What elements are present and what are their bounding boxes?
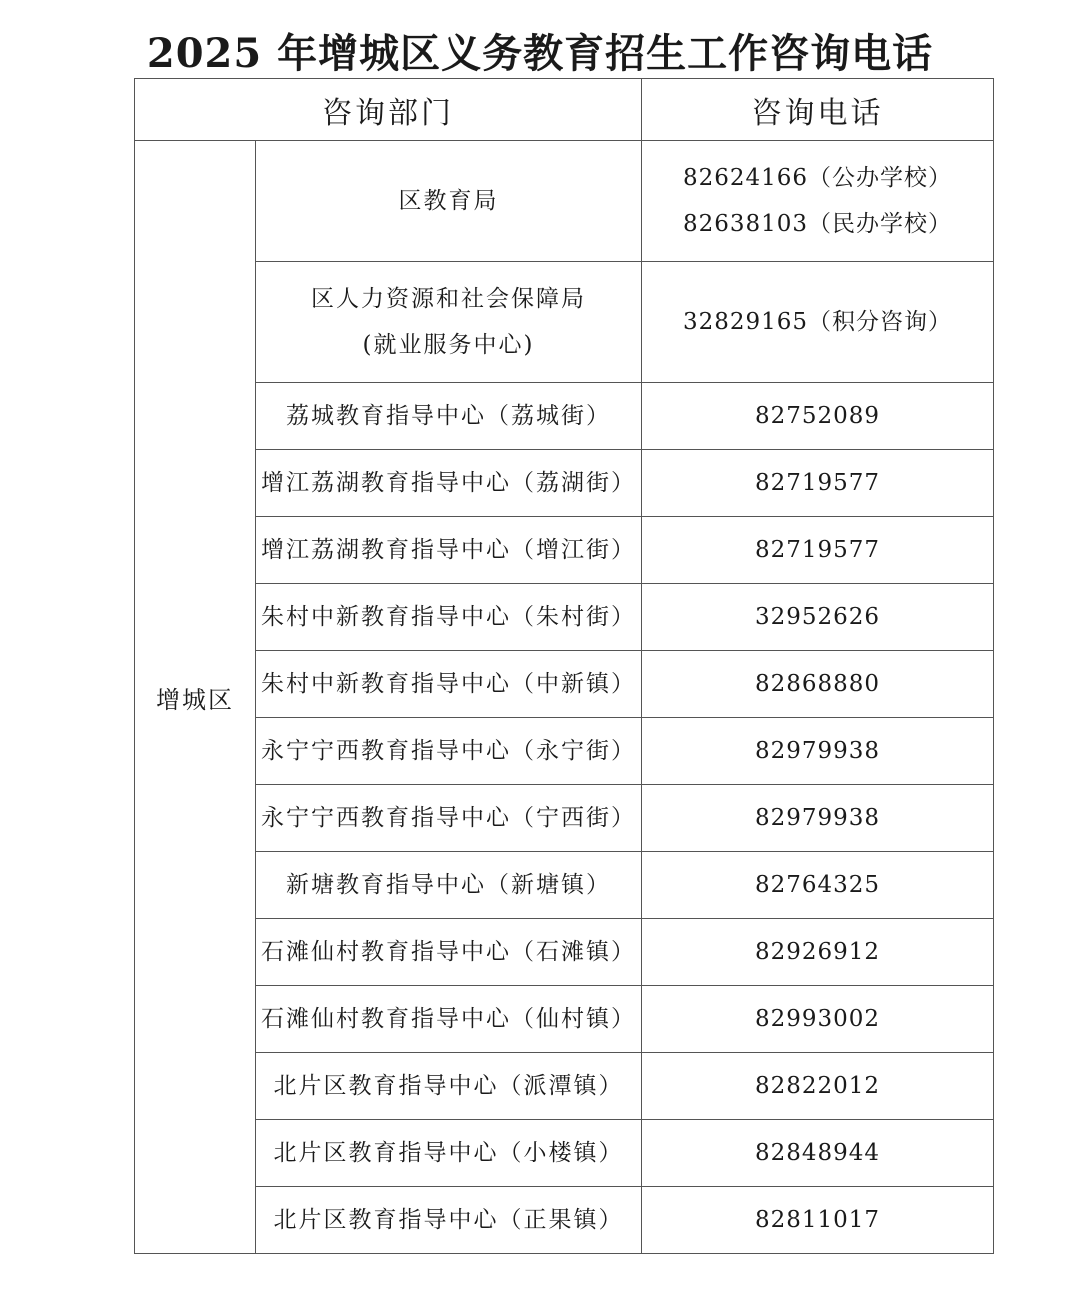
phone-number: 82979938 — [754, 738, 881, 764]
table-row — [135, 262, 994, 383]
department-cell — [256, 1187, 642, 1254]
department-cell — [256, 383, 642, 450]
table-row — [135, 651, 994, 718]
phone-cell — [642, 141, 994, 262]
department-cell — [256, 1120, 642, 1187]
phone-cell — [642, 986, 994, 1053]
department-name: 新塘教育指导中心（新塘镇） — [286, 872, 611, 898]
department-name: 朱村中新教育指导中心（中新镇） — [261, 671, 636, 697]
phone-number: 32952626 — [754, 604, 881, 630]
department-cell — [256, 651, 642, 718]
header-department: 咨询部门 — [135, 79, 642, 141]
department-name: 北片区教育指导中心（小楼镇） — [273, 1140, 624, 1166]
department-name: 朱村中新教育指导中心（朱村街） — [261, 604, 636, 630]
department-name: 永宁宁西教育指导中心（宁西街） — [261, 805, 636, 831]
phone-cell — [642, 1120, 994, 1187]
table-row — [135, 718, 994, 785]
table-row — [135, 517, 994, 584]
phone-cell — [642, 919, 994, 986]
phone-number: 82719577 — [754, 470, 881, 496]
department-cell — [256, 718, 642, 785]
phone-number: 82979938 — [754, 805, 881, 831]
phone-number: 82624166（公办学校） — [682, 165, 953, 191]
consultation-phone-table — [134, 78, 994, 1254]
table-row — [135, 852, 994, 919]
table-row — [135, 584, 994, 651]
department-cell — [256, 986, 642, 1053]
department-cell — [256, 785, 642, 852]
department-name: 区教育局 — [398, 188, 499, 214]
department-name: 荔城教育指导中心（荔城街） — [286, 403, 611, 429]
department-cell — [256, 852, 642, 919]
phone-number: 82719577 — [754, 537, 881, 563]
table-row — [135, 383, 994, 450]
department-cell — [256, 584, 642, 651]
phone-number: 82752089 — [754, 403, 881, 429]
department-name: 区人力资源和社会保障局 — [311, 286, 586, 312]
phone-cell — [642, 1053, 994, 1120]
table-row — [135, 785, 994, 852]
department-name: 石滩仙村教育指导中心（仙村镇） — [261, 1006, 636, 1032]
table-row — [135, 1053, 994, 1120]
department-cell — [256, 262, 642, 383]
table-row — [135, 450, 994, 517]
phone-cell — [642, 262, 994, 383]
phone-cell — [642, 651, 994, 718]
department-cell — [256, 450, 642, 517]
phone-number: 82848944 — [754, 1140, 881, 1166]
phone-cell — [642, 718, 994, 785]
department-cell — [256, 1053, 642, 1120]
department-name: 增江荔湖教育指导中心（增江街） — [261, 537, 636, 563]
phone-number: 32829165（积分咨询） — [682, 309, 953, 335]
phone-number: 82868880 — [754, 671, 881, 697]
department-cell — [256, 919, 642, 986]
department-name: 北片区教育指导中心（正果镇） — [273, 1207, 624, 1233]
department-name: 石滩仙村教育指导中心（石滩镇） — [261, 939, 636, 965]
table-row — [135, 919, 994, 986]
department-cell — [256, 517, 642, 584]
phone-number: 82926912 — [754, 939, 881, 965]
phone-number: 82993002 — [754, 1006, 881, 1032]
phone-cell — [642, 517, 994, 584]
table-row — [135, 1120, 994, 1187]
page-title: 2025 年增城区义务教育招生工作咨询电话 — [146, 30, 934, 77]
phone-cell — [642, 383, 994, 450]
table-row — [135, 1187, 994, 1254]
phone-cell — [642, 785, 994, 852]
header-phone: 咨询电话 — [642, 79, 994, 141]
phone-cell — [642, 584, 994, 651]
department-cell — [256, 141, 642, 262]
phone-number: 82638103（民办学校） — [682, 211, 953, 237]
department-name: 北片区教育指导中心（派潭镇） — [273, 1073, 624, 1099]
table-row — [135, 986, 994, 1053]
phone-cell — [642, 1187, 994, 1254]
table-header-row — [135, 79, 994, 141]
phone-cell — [642, 450, 994, 517]
district-cell: 增城区 — [135, 141, 256, 1254]
phone-cell — [642, 852, 994, 919]
phone-number: 82822012 — [754, 1073, 881, 1099]
department-name: 增江荔湖教育指导中心（荔湖街） — [261, 470, 636, 496]
phone-number: 82764325 — [754, 872, 881, 898]
department-name: 永宁宁西教育指导中心（永宁街） — [261, 738, 636, 764]
phone-number: 82811017 — [754, 1207, 881, 1233]
table-row — [135, 141, 994, 262]
department-name: (就业服务中心) — [362, 332, 535, 358]
